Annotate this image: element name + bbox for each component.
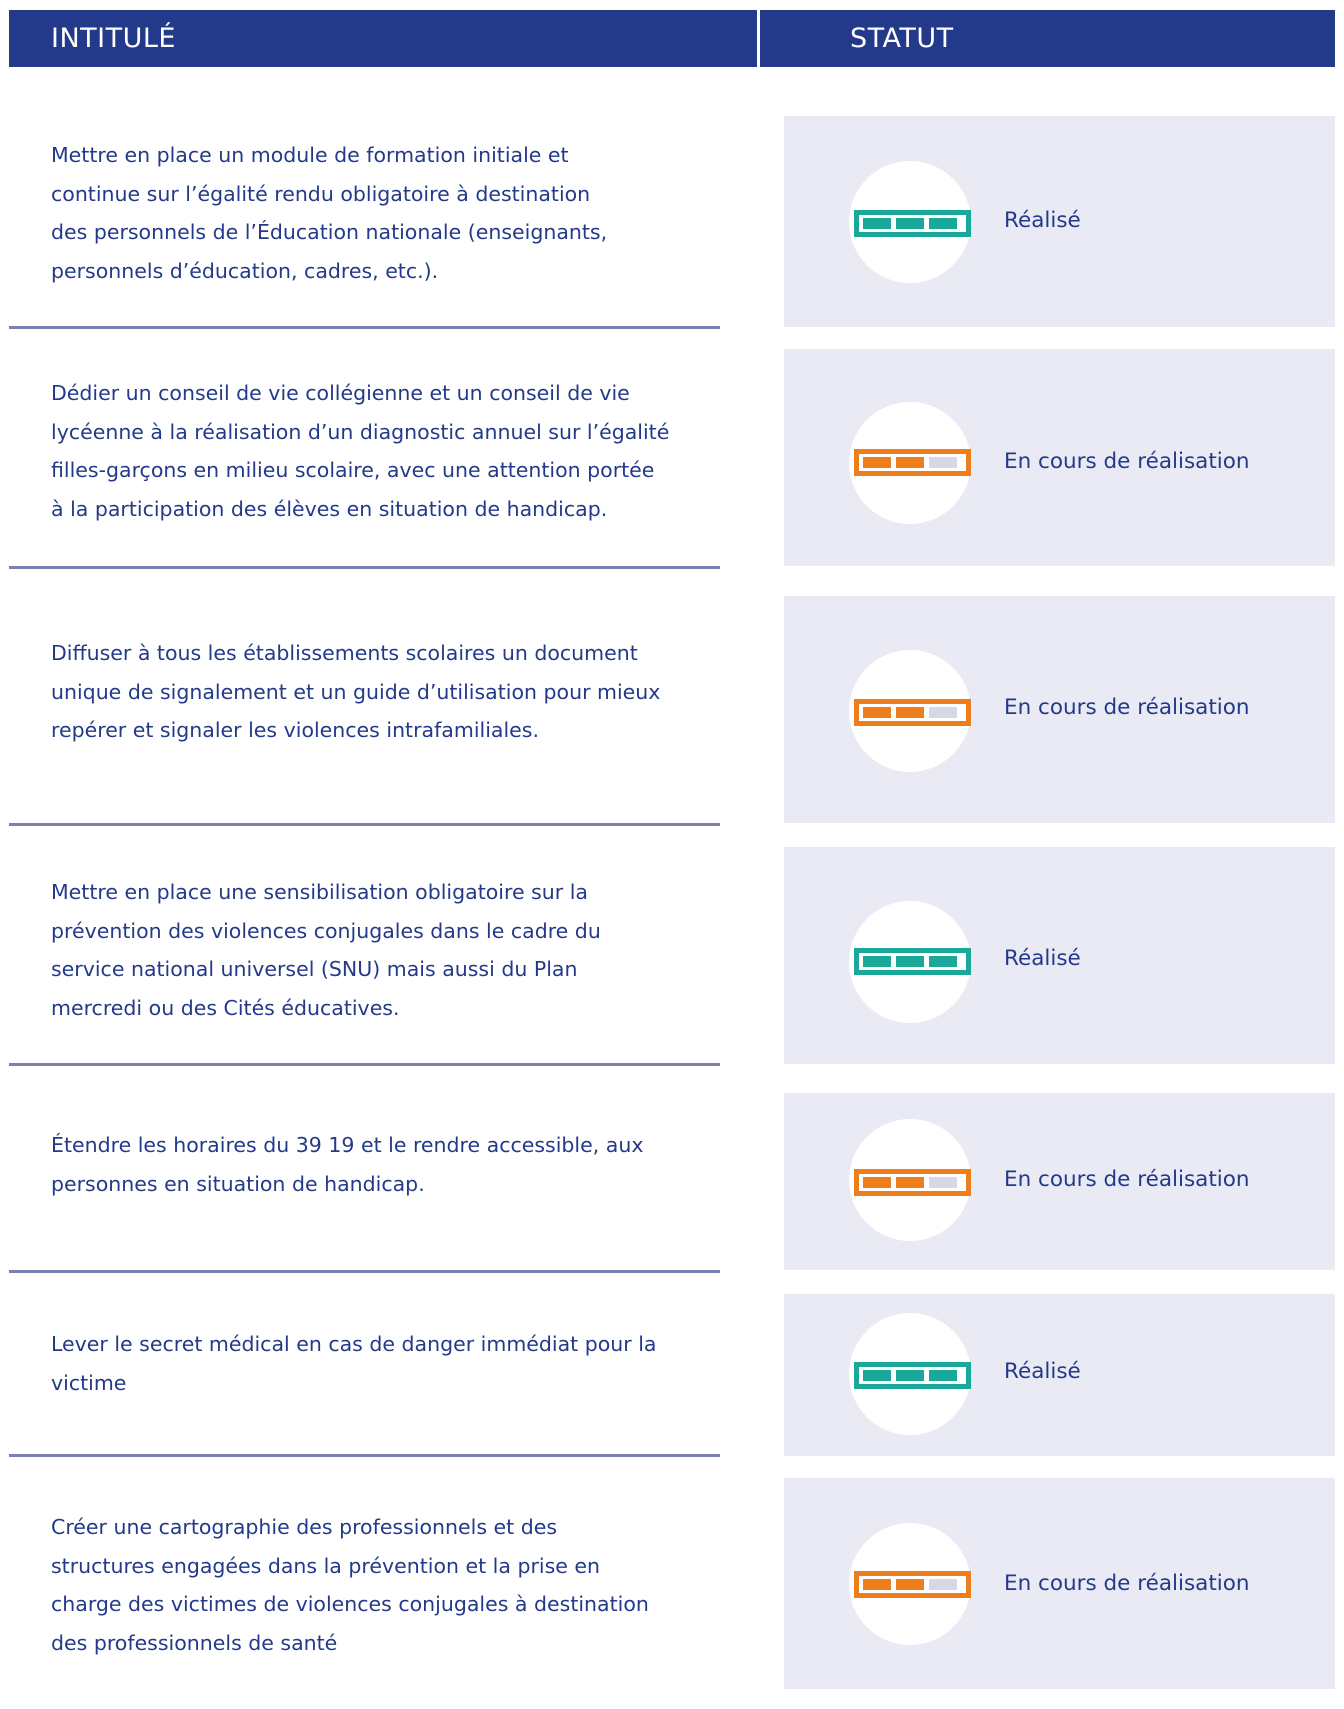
progress-segment-filled: [929, 1370, 957, 1381]
status-label: En cours de réalisation: [1004, 449, 1250, 474]
status-label: En cours de réalisation: [1004, 1571, 1250, 1596]
row-intitule: Mettre en place une sensibilisation obligatoire sur la prévention des violences conjugales dans le cadre du service national universel (SNU) mais aussi du Plan mercredi ou des Cités éducatives.: [51, 880, 601, 1020]
progress-segment-filled: [929, 956, 957, 967]
status-cell: [784, 847, 1335, 1064]
progress-segment-filled: [896, 1177, 924, 1188]
row-divider: [9, 1454, 720, 1457]
status-label: Réalisé: [1004, 1359, 1081, 1384]
table-header: [9, 10, 1335, 67]
progress-bar-partial-icon: [854, 699, 971, 726]
progress-segment-filled: [896, 218, 924, 229]
progress-bar-partial-icon: [854, 449, 971, 476]
progress-segment-filled: [863, 457, 891, 468]
progress-segment-empty: [929, 1579, 957, 1590]
status-cell: [784, 349, 1335, 566]
status-label: En cours de réalisation: [1004, 1167, 1250, 1192]
row-divider: [9, 1063, 720, 1066]
progress-segment-filled: [863, 1370, 891, 1381]
progress-segment-filled: [929, 218, 957, 229]
row-intitule: Dédier un conseil de vie collégienne et un conseil de vie lycéenne à la réalisation d’un diagnostic annuel sur l’égalité filles-garçons en milieu scolaire, avec une attention portée à la participation des élèves en situation de handicap.: [51, 381, 670, 521]
progress-bar-complete-icon: [854, 210, 971, 237]
row-divider: [9, 566, 720, 569]
status-cell: [784, 1093, 1335, 1270]
row-intitule: Diffuser à tous les établissements scolaires un document unique de signalement et un guide d’utilisation pour mieux repérer et signaler les violences intrafamiliales.: [51, 641, 661, 742]
progress-bar-complete-icon: [854, 948, 971, 975]
progress-segment-filled: [896, 956, 924, 967]
status-cell: [784, 1478, 1335, 1689]
progress-bar-partial-icon: [854, 1169, 971, 1196]
row-intitule: Lever le secret médical en cas de danger immédiat pour la victime: [51, 1332, 657, 1395]
row-divider: [9, 1270, 720, 1273]
row-intitule: Créer une cartographie des professionnels et des structures engagées dans la prévention et la prise en charge des victimes de violences conjugales à destination des professionnels de santé: [51, 1515, 649, 1655]
row-divider: [9, 823, 720, 826]
progress-segment-filled: [863, 956, 891, 967]
row-divider: [9, 326, 720, 329]
status-label: Réalisé: [1004, 946, 1081, 971]
status-label: Réalisé: [1004, 208, 1081, 233]
progress-segment-empty: [929, 707, 957, 718]
progress-segment-filled: [896, 1579, 924, 1590]
status-cell: [784, 1294, 1335, 1456]
status-cell: [784, 596, 1335, 823]
status-label: En cours de réalisation: [1004, 695, 1250, 720]
status-cell: [784, 116, 1335, 327]
progress-segment-filled: [863, 1579, 891, 1590]
row-intitule: Mettre en place un module de formation initiale et continue sur l’égalité rendu obligatoire à destination des personnels de l’Éducation nationale (enseignants, personnels d’éducation, cadres, etc.).: [51, 143, 608, 283]
progress-segment-filled: [863, 1177, 891, 1188]
progress-segment-filled: [863, 707, 891, 718]
progress-segment-filled: [896, 1370, 924, 1381]
progress-segment-empty: [929, 457, 957, 468]
column-header-intitule: INTITULÉ: [9, 10, 757, 67]
progress-bar-partial-icon: [854, 1571, 971, 1598]
progress-bar-complete-icon: [854, 1362, 971, 1389]
row-intitule: Étendre les horaires du 39 19 et le rendre accessible, aux personnes en situation de handicap.: [51, 1133, 644, 1196]
progress-segment-filled: [896, 457, 924, 468]
progress-segment-filled: [896, 707, 924, 718]
column-header-statut: STATUT: [760, 10, 1335, 67]
progress-segment-empty: [929, 1177, 957, 1188]
progress-segment-filled: [863, 218, 891, 229]
